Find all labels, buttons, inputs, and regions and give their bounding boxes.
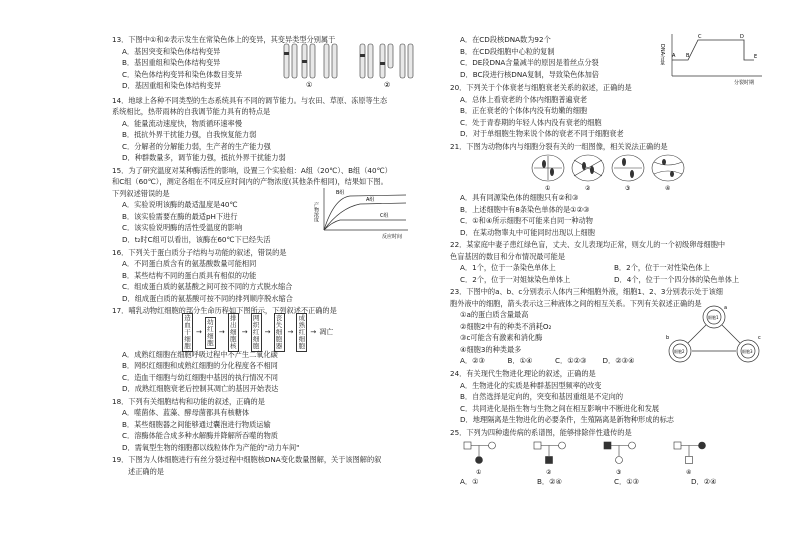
q21-fig-label-4: ④ bbox=[665, 185, 671, 192]
fluid-b: b bbox=[666, 335, 670, 341]
q21-fig-label-2: ② bbox=[585, 185, 591, 192]
q22-option-d[interactable]: D．4个，位于一个四分体的染色单体上 bbox=[614, 274, 740, 284]
q14-stem-1: 14．地球上各种不同类型的生态系统具有不同的调节能力。与农田、草原、冻原等生态 bbox=[112, 95, 388, 105]
q20-stem: 20．下列关于个体衰老与细胞衰老关系的叙述，正确的是 bbox=[450, 83, 632, 92]
fluid-a: a bbox=[724, 305, 728, 311]
q16-option-b[interactable]: B．某些结构不同的蛋白质具有相似的功能 bbox=[122, 270, 257, 280]
q23-options-row bbox=[450, 355, 650, 367]
fluid-c: c bbox=[758, 335, 761, 341]
right-column bbox=[450, 34, 768, 489]
q21-option-d[interactable]: D．在某动物睾丸中可能同时出现以上细胞 bbox=[460, 227, 595, 237]
q16-option-c[interactable]: C．组成蛋白质的氨基酸之间可按不同的方式脱水缩合 bbox=[122, 282, 293, 291]
question-22 bbox=[450, 239, 768, 285]
q16-stem: 16．下列关于蛋白质分子结构与功能的叙述，错误的是 bbox=[112, 247, 287, 257]
q19-option-a[interactable]: A．在CD段核DNA数为92个 bbox=[460, 35, 551, 44]
q19-stem-2: 述正确的是 bbox=[128, 466, 164, 476]
cell-3-label: 细胞3 bbox=[742, 349, 753, 354]
q15-stem-1: 15．为了研究温度对某种酶活性的影响，设置三个实验组：A组（20℃）、B组（40℃） bbox=[112, 165, 392, 175]
q25-fig-label-2: ② bbox=[546, 469, 552, 476]
dna-point-a: A bbox=[672, 53, 676, 59]
q13-fig-label-2: ② bbox=[384, 80, 391, 89]
dna-graph-xlabel: 分裂时期 bbox=[734, 80, 755, 86]
q20-option-a[interactable]: A．总体上看衰老的个体内细胞普遍衰老 bbox=[460, 94, 588, 104]
q16-option-a[interactable]: A．不同蛋白质含有的氨基酸数量可能相同 bbox=[122, 259, 257, 268]
dna-point-d: D bbox=[740, 34, 744, 40]
cell-division-figure bbox=[528, 152, 688, 192]
q13-option-a[interactable]: A．基因突变和染色体结构变异 bbox=[122, 46, 221, 56]
flow-step-2: 幼红细胞 bbox=[205, 317, 216, 349]
question-21 bbox=[450, 141, 768, 239]
q23-item-3: ③c可能含有激素和消化酶 bbox=[460, 333, 543, 342]
q13-option-b[interactable]: B．基因重组和染色体结构变异 bbox=[122, 58, 221, 67]
q18-option-b[interactable]: B．某些细胞器之间能够通过囊泡进行物质运输 bbox=[122, 419, 271, 429]
q20-option-b[interactable]: B．正在衰老的个体体内没有幼嫩的细胞 bbox=[460, 106, 588, 115]
q21-option-c[interactable]: C．①和④所示细胞不可能来自同一种动物 bbox=[460, 216, 593, 225]
dna-point-b: B bbox=[686, 53, 690, 59]
question-24 bbox=[450, 368, 768, 426]
q24-option-d[interactable]: D．地理隔离是生物进化的必要条件，生殖隔离是新物种形成的标志 bbox=[460, 415, 674, 424]
q25-option-a[interactable]: A．① bbox=[460, 477, 479, 486]
q13-fig-label-1: ① bbox=[306, 80, 313, 89]
flow-arrow-label-2: 丧失细胞器 bbox=[274, 313, 285, 352]
q17-option-c[interactable]: C．造血干细胞与幼红细胞中基因的执行情况不同 bbox=[122, 372, 278, 382]
series-b-label: B组 bbox=[336, 189, 345, 196]
question-20 bbox=[450, 82, 768, 140]
cell-2-label: 细胞2 bbox=[674, 349, 685, 354]
q24-option-b[interactable]: B．自然选择是定向的，突变和基因重组是不定向的 bbox=[460, 392, 624, 401]
q14-stem-2: 系统相比，热带雨林的自我调节能力具有的特点是 bbox=[112, 107, 271, 116]
q22-stem-1: 22．某家庭中妻子患红绿色盲，丈夫、女儿表现均正常，则女儿的一个初级卵母细胞中 bbox=[450, 240, 726, 249]
cell-1-label: 细胞1 bbox=[708, 315, 719, 320]
question-13 bbox=[112, 34, 420, 94]
q15-option-c[interactable]: C．该实验说明酶的活性受温度的影响 bbox=[122, 223, 243, 232]
question-25 bbox=[450, 427, 768, 488]
q23-item-2: ②细胞2中有的种类不消耗O₂ bbox=[460, 321, 552, 331]
q15-stem-3: 下列叙述错误的是 bbox=[112, 188, 170, 198]
q24-option-a[interactable]: A．生物进化的实质是种群基因型频率的改变 bbox=[460, 380, 602, 390]
body-fluid-figure bbox=[662, 303, 766, 367]
q13-stem: 13．下图中①和②表示发生在常染色体上的变异，其变异类型分别属于 bbox=[112, 35, 336, 44]
chromosome-figure bbox=[280, 40, 420, 90]
arrow-icon: → bbox=[218, 327, 225, 336]
q19-option-d[interactable]: D．BC段进行核DNA复制，导致染色体加倍 bbox=[460, 69, 599, 79]
q14-option-b[interactable]: B．抵抗外界干扰能力强，自我恢复能力弱 bbox=[122, 130, 257, 139]
q19-stem-1: 19．下图为人体细胞进行有丝分裂过程中细胞核DNA变化数量图解，关于该图解的叙 bbox=[112, 455, 382, 464]
q17-option-d[interactable]: D．成熟红细胞衰老后控制其凋亡的基因开始表达 bbox=[122, 384, 279, 393]
dna-point-e: E bbox=[754, 54, 758, 60]
question-16 bbox=[112, 247, 420, 305]
q18-stem: 18．下列有关细胞结构和功能的叙述，正确的是 bbox=[112, 396, 265, 406]
flow-step-4: 成熟红细胞 bbox=[296, 313, 307, 352]
q22-options-row-1 bbox=[450, 262, 768, 274]
q21-stem: 21．下图为动物体内与细胞分裂有关的一组图像，相关说法正确的是 bbox=[450, 141, 668, 151]
q23-stem-1: 23．下图中的a、b、c分别表示人体内三种细胞外液，细胞1、2、3分别表示处于该细 bbox=[450, 287, 723, 296]
q23-option-c[interactable]: C．①②③ bbox=[555, 356, 587, 365]
q23-option-d[interactable]: D．②③④ bbox=[602, 356, 635, 365]
q13-option-c[interactable]: C．染色体结构变异和染色体数目变异 bbox=[122, 69, 243, 79]
q23-option-a[interactable]: A．②③ bbox=[460, 356, 485, 365]
erythrocyte-flowchart bbox=[182, 314, 420, 350]
arrow-icon: → bbox=[287, 327, 294, 336]
series-a-label: A组 bbox=[366, 196, 375, 203]
flow-step-3: 网织红细胞 bbox=[251, 313, 262, 352]
arrow-icon: → bbox=[264, 327, 271, 336]
q18-option-d[interactable]: D．需氧型生物的细胞都以线粒体作为产能的"动力车间" bbox=[122, 442, 300, 452]
dna-graph-ylabel: DNA含量 bbox=[659, 44, 665, 66]
arrow-icon: → bbox=[310, 327, 317, 336]
q25-fig-label-4: ④ bbox=[686, 469, 692, 476]
q18-option-c[interactable]: C．溶酶体能合成多种水解酶并降解所吞噬的物质 bbox=[122, 431, 278, 440]
q24-option-c[interactable]: C．共同进化是指生物与生物之间在相互影响中不断进化和发展 bbox=[460, 403, 660, 413]
q14-option-a[interactable]: A．能量流动速度快，物质循环速率慢 bbox=[122, 118, 242, 128]
q21-option-a[interactable]: A．具有同源染色体的细胞只有②和③ bbox=[460, 193, 579, 202]
dna-content-graph bbox=[658, 30, 768, 86]
q24-stem: 24．有关现代生物进化理论的叙述，正确的是 bbox=[450, 369, 596, 378]
q15-option-b[interactable]: B．该实验需要在酶的最适pH下进行 bbox=[122, 211, 238, 221]
q25-option-b[interactable]: B．②④ bbox=[537, 477, 563, 486]
q14-option-d[interactable]: D．种群数量多，调节能力强，抵抗外界干扰能力弱 bbox=[122, 153, 286, 162]
q23-item-4: ④细胞3的种类最多 bbox=[460, 344, 522, 354]
series-c-label: C组 bbox=[380, 212, 389, 219]
q23-item-1: ①a的蛋白质含量最高 bbox=[460, 310, 529, 319]
question-19 bbox=[112, 454, 420, 477]
question-17 bbox=[112, 305, 420, 395]
pedigree-figure bbox=[458, 438, 758, 476]
question-23 bbox=[450, 286, 768, 367]
graph-ylabel: 产物浓度 bbox=[313, 201, 319, 222]
q20-option-d[interactable]: D．对于单细胞生物来说个体的衰老不同于细胞衰老 bbox=[460, 129, 624, 138]
enzyme-graph bbox=[310, 184, 414, 242]
q25-fig-label-1: ① bbox=[476, 469, 482, 476]
q25-fig-label-3: ③ bbox=[616, 469, 622, 476]
arrow-icon: → bbox=[241, 327, 248, 336]
q25-option-d[interactable]: D．②④ bbox=[691, 477, 717, 486]
flow-arrow-label-1: 排出细胞核 bbox=[228, 313, 239, 352]
q21-fig-label-1: ① bbox=[545, 185, 551, 192]
q15-stem-2: 和C组（60℃），测定各组在不同反应时间内的产物浓度(其他条件相同)，结果如下图。 bbox=[112, 177, 388, 186]
q13-option-d[interactable]: D．基因重组和染色体结构变异 bbox=[122, 81, 221, 90]
q14-option-c[interactable]: C．分解者的分解能力弱，生产者的生产能力强 bbox=[122, 141, 271, 151]
q17-option-b[interactable]: B．网织红细胞和成熟红细胞的分化程度各不相同 bbox=[122, 361, 278, 370]
q19-option-b[interactable]: B．在CD段细胞中心粒的复制 bbox=[460, 46, 555, 56]
question-18 bbox=[112, 396, 420, 454]
q22-option-b[interactable]: B．2个，位于一对性染色体上 bbox=[614, 263, 710, 272]
question-19-continued bbox=[450, 34, 768, 86]
q16-option-d[interactable]: D．组成蛋白质的氨基酸可按不同的排列顺序脱水缩合 bbox=[122, 293, 293, 303]
q23-option-b[interactable]: B．①④ bbox=[507, 356, 533, 365]
dna-point-c: C bbox=[698, 34, 702, 40]
q25-options-row bbox=[450, 476, 768, 488]
q25-option-c[interactable]: C．①③ bbox=[614, 477, 640, 486]
q15-option-d[interactable]: D．t₂时C组可以看出，该酶在60℃下已经失活 bbox=[122, 234, 271, 244]
q22-option-c[interactable]: C．2个，位于一对姐妹染色单体上 bbox=[460, 274, 571, 284]
q23-stem-2: 胞外液中的细胞，箭头表示这三种液体之间的相互关系。下列有关叙述正确的是 bbox=[450, 298, 702, 308]
question-15 bbox=[112, 165, 420, 246]
question-14 bbox=[112, 95, 420, 164]
q22-options-row-2 bbox=[450, 274, 768, 286]
q22-option-a[interactable]: A．1个，位于一条染色单体上 bbox=[460, 263, 556, 272]
q19-option-c[interactable]: C．DE段DNA含量减半的原因是着丝点分裂 bbox=[460, 58, 599, 67]
q15-option-a[interactable]: A．实验说明该酶的最适温度是40℃ bbox=[122, 200, 238, 209]
q17-option-a[interactable]: A．成熟红细胞在细胞呼吸过程中不产生二氧化碳 bbox=[122, 349, 278, 359]
arrow-icon: → bbox=[196, 327, 202, 336]
left-column bbox=[112, 34, 420, 478]
q25-stem: 25．下列为四种遗传病的系谱图，能够排除伴性遗传的是 bbox=[450, 427, 632, 437]
q21-fig-label-3: ③ bbox=[625, 185, 631, 192]
q21-option-b[interactable]: B．上述细胞中有8条染色单体的是①②③ bbox=[460, 204, 590, 214]
flow-step-1: 造血干细胞 bbox=[182, 313, 193, 352]
q20-option-c[interactable]: C．处于青春期的年轻人体内没有衰老的细胞 bbox=[460, 117, 602, 127]
graph-xlabel: 反应时间 bbox=[382, 233, 403, 240]
flow-step-5: 凋亡 bbox=[319, 327, 334, 336]
q17-stem: 17．哺乳动物红细胞的部分生命历程如下图所示，下列叙述不正确的是 bbox=[112, 306, 337, 315]
q22-stem-2: 色盲基因的数目和分布情况最可能是 bbox=[450, 251, 566, 261]
q18-option-a[interactable]: A．噬菌体、蓝藻、酵母菌都具有核糖体 bbox=[122, 408, 250, 417]
